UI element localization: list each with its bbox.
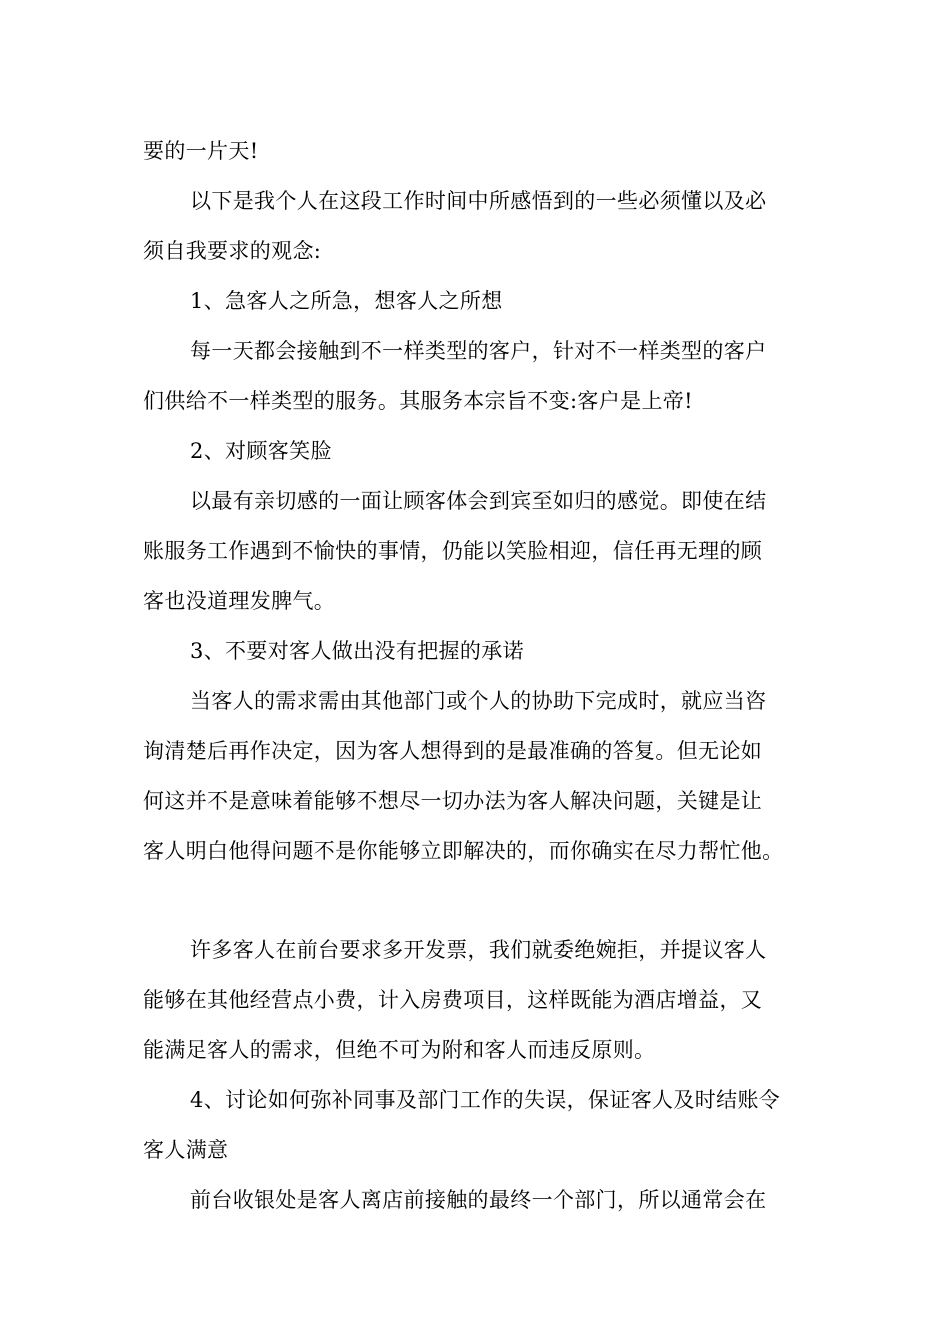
list-heading-4: 4、讨论如何弥补同事及部门工作的失误，保证客人及时结账令 [190,1088,781,1112]
text-line: 每一天都会接触到不一样类型的客户，针对不一样类型的客户 [190,339,767,363]
text-line: 客人明白他得问题不是你能够立即解决的，而你确实在尽力帮忙他。 [143,839,784,863]
list-heading-2: 2、对顾客笑脸 [190,439,332,463]
text-line: 前台收银处是客人离店前接触的最终一个部门，所以通常会在 [190,1188,767,1212]
text-line: 当客人的需求需由其他部门或个人的协助下完成时，就应当咨 [190,689,767,713]
text-line: 须自我要求的观念: [143,239,322,263]
text-line: 账服务工作遇到不愉快的事情，仍能以笑脸相迎，信任再无理的顾 [143,539,763,563]
list-heading-3: 3、不要对客人做出没有把握的承诺 [190,639,524,663]
list-heading-1: 1、急客人之所急，想客人之所想 [190,289,503,313]
text-line: 能够在其他经营点小费，计入房费项目，这样既能为酒店增益，又 [143,988,763,1012]
text-line: 何这并不是意味着能够不想尽一切办法为客人解决问题，关键是让 [143,789,763,813]
text-line: 们供给不一样类型的服务。其服务本宗旨不变:客户是上帝! [143,389,693,413]
text-line: 询清楚后再作决定，因为客人想得到的是最准确的答复。但无论如 [143,739,763,763]
text-line: 客也没道理发脾气。 [143,589,336,613]
text-line: 许多客人在前台要求多开发票，我们就委绝婉拒，并提议客人 [190,938,767,962]
text-line: 能满足客人的需求，但绝不可为附和客人而违反原则。 [143,1038,656,1062]
text-line: 要的一片天! [143,139,259,163]
text-line: 以最有亲切感的一面让顾客体会到宾至如归的感觉。即使在结 [190,489,767,513]
text-line: 以下是我个人在这段工作时间中所感悟到的一些必须懂以及必 [190,189,767,213]
text-line: 客人满意 [143,1138,229,1162]
